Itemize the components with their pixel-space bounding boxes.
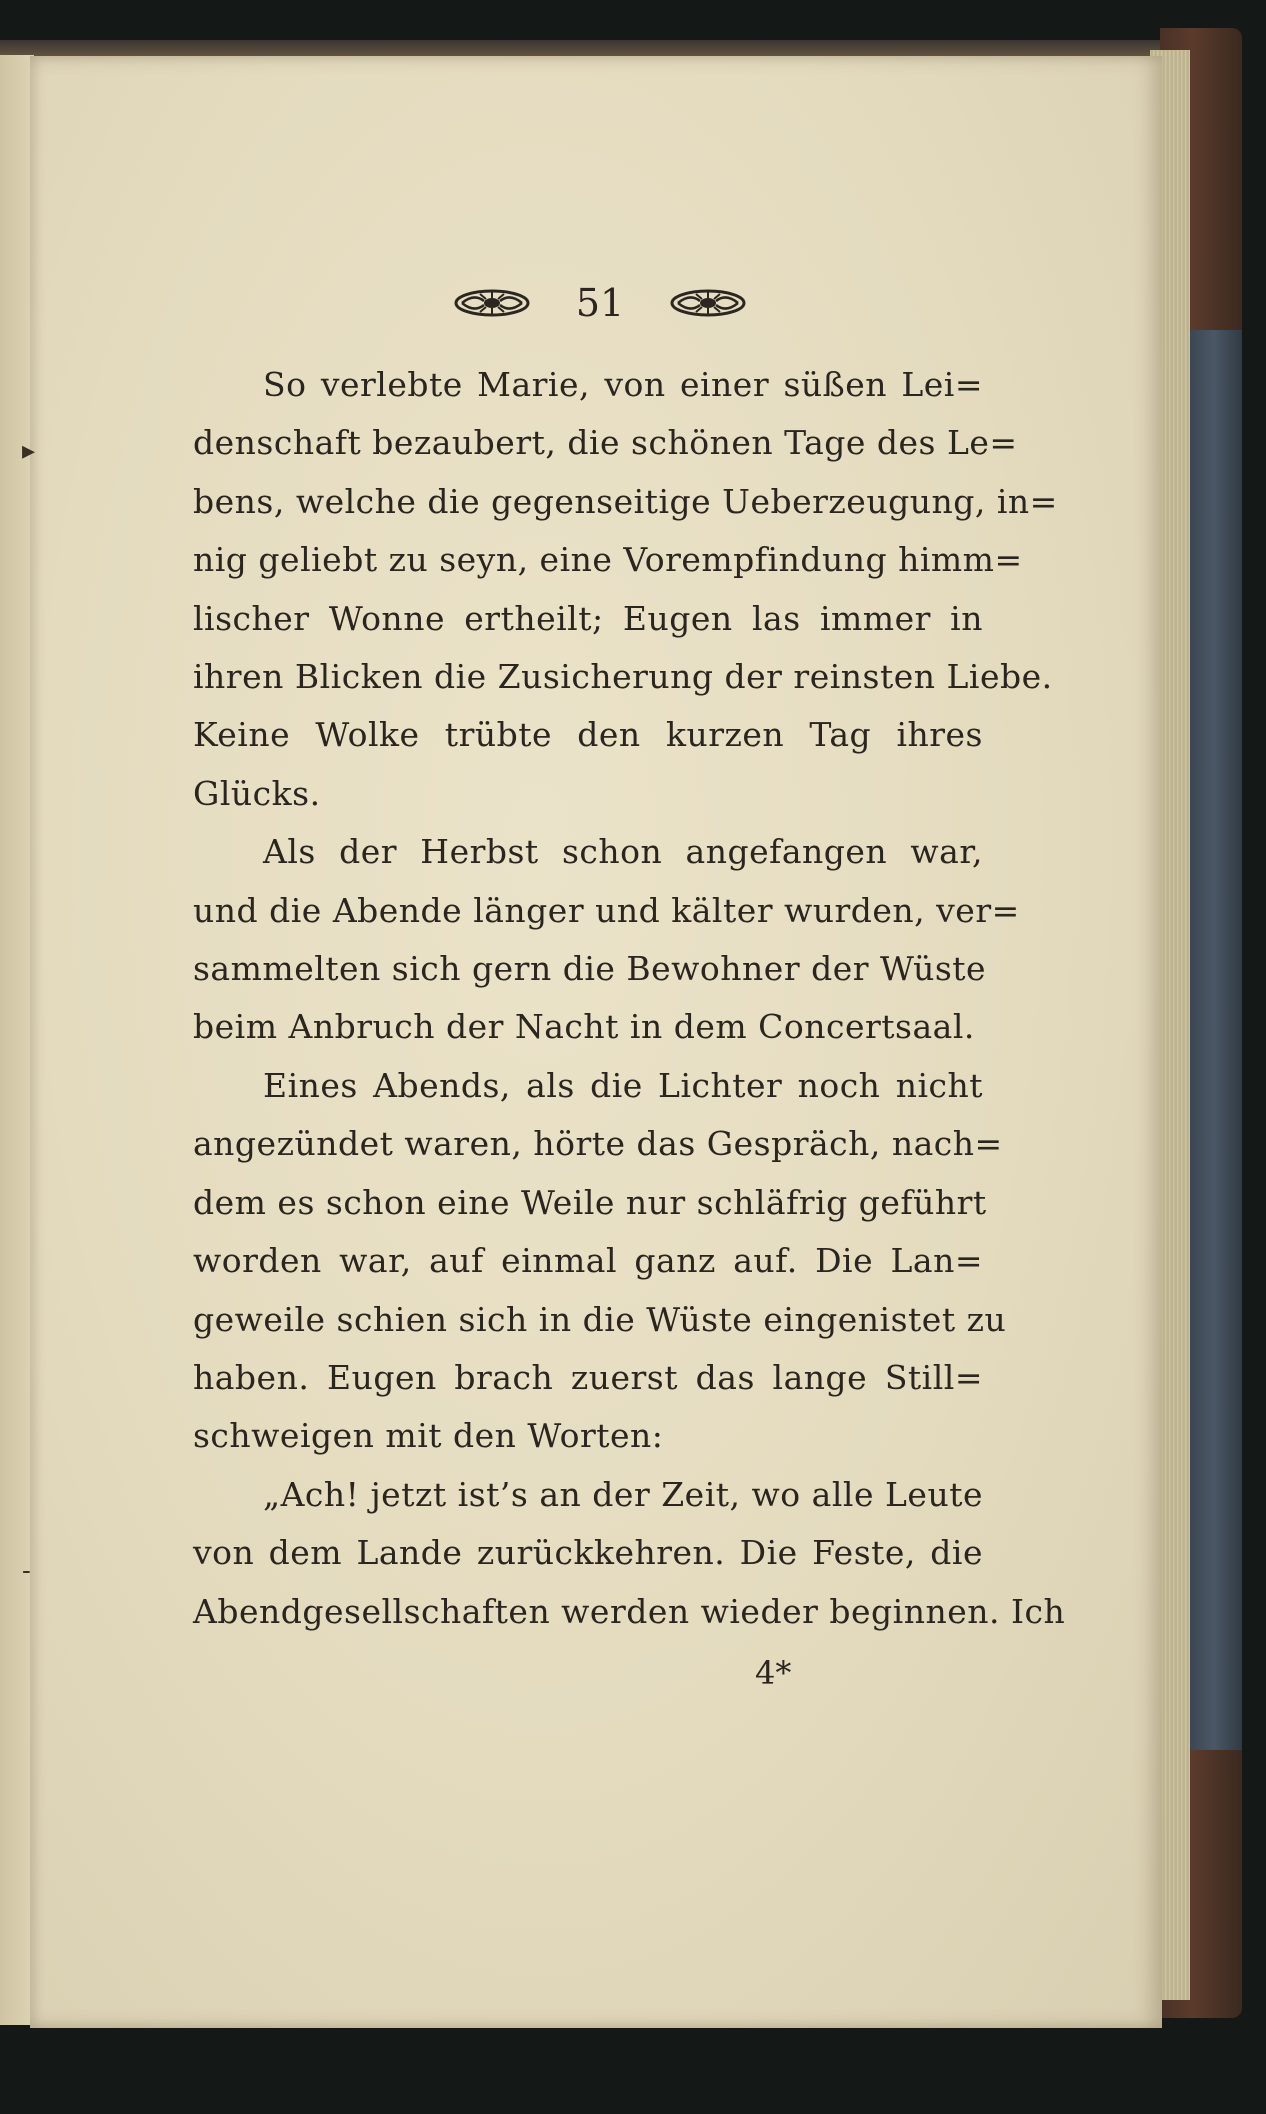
text-line: und die Abende länger und kälter wurden, ver= [193,890,1020,930]
text-line: Als der Herbst schon angefangen war, [263,832,983,872]
text-line: worden war, auf einmal ganz auf. Die Lan= [193,1241,983,1281]
text-line: denschaft bezaubert, die schönen Tage des Le= [193,423,1018,463]
signature-mark: 4* [755,1654,792,1692]
text-line: beim Anbruch der Nacht in dem Concertsaal. [193,1007,975,1047]
paragraph-3 [193,1057,1007,1466]
paragraph-2 [193,823,1020,1057]
text-line: sammelten sich gern die Bewohner der Wüste [193,949,987,989]
text-line: nig geliebt zu seyn, eine Vorempfindung himm= [193,540,1023,580]
body-text [193,356,1066,1641]
text-line: Keine Wolke trübte den kurzen Tag ihres [193,715,983,755]
margin-mark: - [22,1556,31,1586]
text-line: bens, welche die gegenseitige Ueberzeugung, in= [193,481,1058,521]
page-number: 51 [575,281,625,325]
facing-page-edge [0,55,34,2025]
text-line: schweigen mit den Worten: [193,1416,664,1456]
text-line: „Ach! jetzt ist’s an der Zeit, wo alle Leute [263,1474,983,1514]
margin-mark: ▸ [22,436,36,466]
text-line: Eines Abends, als die Lichter noch nicht [263,1065,983,1105]
text-line: So verlebte Marie, von einer süßen Lei= [263,365,983,404]
page-header [450,278,750,328]
text-line: geweile schien sich in die Wüste eingenistet zu [193,1299,1007,1339]
text-line: dem es schon eine Weile nur schläfrig geführt [193,1182,987,1222]
text-line: angezündet waren, hörte das Gespräch, nach= [193,1124,1003,1164]
paragraph-4 [193,1466,1066,1641]
text-line: ihren Blicken die Zusicherung der reinsten Liebe. [193,657,1053,697]
ornament-right-icon [670,288,746,318]
text-line: lischer Wonne ertheilt; Eugen las immer in [193,598,983,638]
ornament-left-icon [454,288,530,318]
text-line: Abendgesellschaften werden wieder beginnen. Ich [193,1591,1066,1631]
book-page [22,56,1162,2028]
text-line: von dem Lande zurückkehren. Die Feste, die [193,1533,983,1573]
paragraph-1 [193,356,1058,823]
text-line: haben. Eugen brach zuerst das lange Still= [193,1357,983,1397]
text-line: Glücks. [193,773,321,813]
book-cover-cloth [1186,330,1242,1750]
